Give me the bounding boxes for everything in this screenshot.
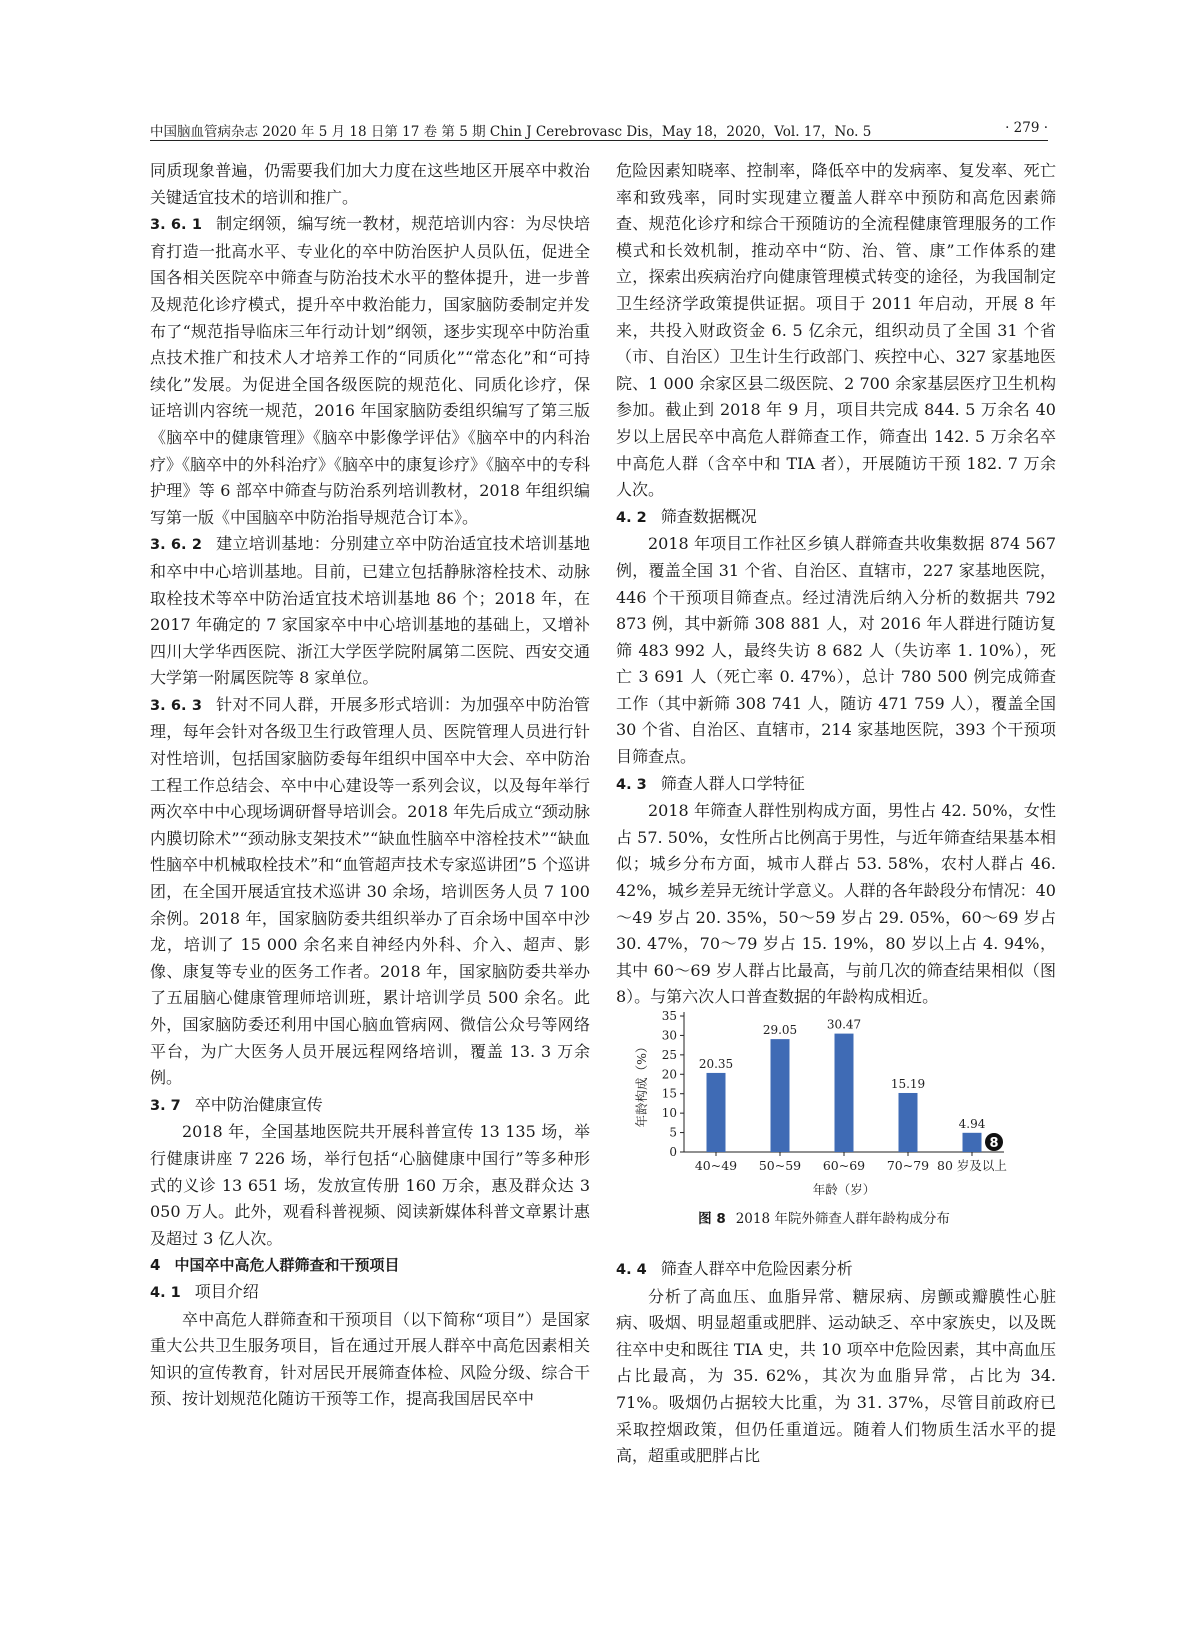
section-number: 3. 6. 1 <box>150 217 202 234</box>
y-axis-title: 年龄构成（%） <box>634 1040 649 1128</box>
data-label: 15.19 <box>890 1076 926 1091</box>
section-text: 针对不同人群，开展多形式培训：为加强卒中防治管理，每年会针对各级卫生行政管理人员、医院管理人员进行针对性培训，包括国家脑防委每年组织中国卒中大会、卒中防治工程工作总结会、卒中中心建设等一系列会议，以及每年举行两次卒中中心现场调研督导培训会。2018 年先后成立“颈动脉内膜切除术”“颈动脉支架技术”“缺血性脑卒中溶栓技术”“缺血性脑卒中机械取栓技术”和“血管超声技术专家巡讲团”5 个巡讲团，在全国开展适宜技术巡讲 30 余场，培训医务人员 7 100 余例。2018 年，国家脑防委共组织举办了百余场中国卒中沙龙，培训了 15 000 余名来自神经内外科、介入、超声、影像、康复等专业的医务工作者。2018 年，国家脑防委共举办了五届脑心健康管理师培训班，累计培训学员 500 余名。此外，国家脑防委还利用中国心脑血管病网、微信公众号等网络平台，为广大医务人员开展远程网络培训，覆盖 13. 3 万余例。 <box>150 694 590 1088</box>
data-label: 20.35 <box>698 1056 734 1071</box>
heading-4-3 <box>616 771 1056 799</box>
bar <box>835 1034 854 1152</box>
x-tick-label: 70~79 <box>886 1158 930 1173</box>
x-tick-label: 60~69 <box>822 1158 866 1173</box>
right-column-lower <box>616 1256 1056 1470</box>
heading-4 <box>150 1252 590 1279</box>
bar <box>899 1093 918 1152</box>
section-3-6-2 <box>150 531 590 692</box>
heading-number: 4. 1 <box>150 1284 181 1301</box>
section-3-6-1 <box>150 211 590 531</box>
heading-number: 4. 3 <box>616 776 647 793</box>
x-tick-label: 50~59 <box>758 1158 802 1173</box>
right-column <box>616 158 1056 1011</box>
heading-text: 筛查人群人口学特征 <box>660 773 805 793</box>
heading-4-4 <box>616 1256 1056 1284</box>
bar <box>771 1039 790 1152</box>
heading-4-2 <box>616 504 1056 532</box>
figure-caption <box>624 1207 1024 1227</box>
section-3-6-3 <box>150 692 590 1092</box>
section-number: 3. 6. 3 <box>150 697 202 714</box>
x-tick-label: 40~49 <box>694 1158 738 1173</box>
paragraph: 2018 年，全国基地医院共开展科普宣传 13 135 场，举行健康讲座 7 226 场，举行包括“心脑健康中国行”等多种形式的义诊 13 651 场，发放宣传册 160 万余，惠及群众达 3 050 万人。此外，观看科普视频、阅读新媒体科普文章累计惠及超过 3 亿人次。 <box>150 1122 590 1248</box>
heading-3-7 <box>150 1092 590 1120</box>
caption-text: 2018 年院外筛查人群年龄构成分布 <box>735 1211 950 1227</box>
data-label: 29.05 <box>762 1023 798 1038</box>
figure-8 <box>624 998 1008 1214</box>
y-tick-label: 25 <box>661 1047 677 1062</box>
data-label: 30.47 <box>826 1017 862 1032</box>
left-column <box>150 158 590 1413</box>
paragraph: 2018 年项目工作社区乡镇人群筛查共收集数据 874 567 例，覆盖全国 31 个省、自治区、直辖市，227 家基地医院，446 个干预项目筛查点。经过清洗后纳入分析的数据共 792 873 例，其中新筛 308 881 人，对 2016 年人群进行随访复筛 483 992 人，最终失访 8 682 人（失访率 1. 10%），死亡 3 691 人（死亡率 0. 47%），总计 780 500 例完成筛查工作（其中新筛 308 741 人，随访 471 759 人），覆盖全国 30 个省、自治区、直辖市，214 家基地医院，393 个干预项目筛查点。 <box>616 534 1056 767</box>
heading-text: 卒中防治健康宣传 <box>194 1094 323 1114</box>
heading-4-1 <box>150 1279 590 1307</box>
running-header <box>150 118 1048 140</box>
y-tick-label: 10 <box>661 1106 677 1121</box>
age-distribution-chart <box>624 998 1008 1208</box>
y-tick-label: 35 <box>661 1009 677 1023</box>
heading-number: 4 <box>150 1256 161 1275</box>
x-axis-title: 年龄（岁） <box>812 1182 876 1197</box>
bar <box>707 1073 726 1152</box>
heading-text: 项目介绍 <box>194 1281 259 1301</box>
page-number: · 279 · <box>1005 120 1048 136</box>
paragraph: 卒中高危人群筛查和干预项目（以下简称“项目”）是国家重大公共卫生服务项目，旨在通过开展人群卒中高危因素相关知识的宣传教育，针对居民开展筛查体检、风险分级、综合干预、按计划规范化随访干预等工作，提高我国居民卒中 <box>150 1309 590 1409</box>
x-tick-label: 80 岁及以上 <box>937 1158 1007 1173</box>
heading-number: 4. 2 <box>616 509 647 526</box>
heading-text: 筛查人群卒中危险因素分析 <box>660 1259 853 1278</box>
section-number: 3. 6. 2 <box>150 537 202 554</box>
journal-citation: 中国脑血管病杂志 2020 年 5 月 18 日第 17 卷 第 5 期 Chin J Cerebrovasc Dis，May 18，2020，Vol. 17，No. 5 <box>150 124 872 140</box>
section-text: 建立培训基地：分别建立卒中防治适宜技术培训基地和卒中中心培训基地。目前，已建立包括静脉溶栓技术、动脉取栓技术等卒中防治适宜技术培训基地 86 个；2018 年，在 2017 年确定的 7 家国家卒中中心培训基地的基础上，又增补四川大学华西医院、浙江大学医学院附属第二医院、西安交通大学第一附属医院等 8 家单位。 <box>150 534 590 688</box>
y-tick-label: 20 <box>661 1067 677 1082</box>
paragraph: 分析了高血压、血脂异常、糖尿病、房颤或瓣膜性心脏病、吸烟、明显超重或肥胖、运动缺乏、卒中家族史，以及既往卒中史和既往 TIA 史，共 10 项卒中危险因素，其中高血压占比最高，为 35. 62%，其次为血脂异常，占比为 34. 71%。吸烟仍占据较大比重，为 31. 37%，尽管目前政府已采取控烟政策，但仍任重道远。随着人们物质生活水平的提高，超重或肥胖占比 <box>616 1286 1056 1466</box>
header-rule <box>150 140 1048 141</box>
caption-label: 图 8 <box>698 1211 726 1227</box>
paragraph: 同质现象普遍，仍需要我们加大力度在这些地区开展卒中救治关键适宜技术的培训和推广。 <box>150 161 590 207</box>
y-tick-label: 15 <box>661 1086 677 1101</box>
heading-text: 筛查数据概况 <box>660 506 757 526</box>
y-tick-label: 30 <box>661 1028 677 1043</box>
heading-number: 4. 4 <box>616 1262 647 1278</box>
section-text: 制定纲领，编写统一教材，规范培训内容：为尽快培育打造一批高水平、专业化的卒中防治医护人员队伍，促进全国各相关医院卒中筛查与防治技术水平的整体提升，进一步普及规范化诊疗模式，提升卒中救治能力，国家脑防委制定并发布了“规范指导临床三年行动计划”纲领，逐步实现卒中防治重点技术推广和技术人才培养工作的“同质化”“常态化”和“可持续化”发展。为促进全国各级医院的规范化、同质化诊疗，保证培训内容统一规范，2016 年国家脑防委组织编写了第三版《脑卒中的健康管理》《脑卒中影像学评估》《脑卒中的内科治疗》《脑卒中的外科治疗》《脑卒中的康复诊疗》《脑卒中的专科护理》等 6 部卒中筛查与防治系列培训教材，2018 年组织编写第一版《中国脑卒中防治指导规范合订本》。 <box>150 214 591 527</box>
data-label: 4.94 <box>958 1116 986 1131</box>
paragraph: 危险因素知晓率、控制率，降低卒中的发病率、复发率、死亡率和致残率，同时实现建立覆盖人群卒中预防和高危因素筛查、规范化诊疗和综合干预随访的全流程健康管理服务的工作模式和长效机制，推动卒中“防、治、管、康”工作体系的建立，探索出疾病治疗向健康管理模式转变的途径，为我国制定卫生经济学政策提供证据。项目于 2011 年启动，开展 8 年来，共投入财政资金 6. 5 亿余元，组织动员了全国 31 个省（市、自治区）卫生计生行政部门、疾控中心、327 家基地医院、1 000 余家区县二级医院、2 700 余家基层医疗卫生机构参加。截止到 2018 年 9 月，项目共完成 844. 5 万余名 40 岁以上居民卒中高危人群筛查工作，筛查出 142. 5 万余名卒中高危人群（含卒中和 TIA 者），开展随访干预 182. 7 万余人次。 <box>616 161 1056 500</box>
bar <box>963 1133 982 1152</box>
paragraph: 2018 年筛查人群性别构成方面，男性占 42. 50%，女性占 57. 50%，女性所占比例高于男性，与近年筛查结果基本相似；城乡分布方面，城市人群占 53. 58%，农村人群占 46. 42%，城乡差异无统计学意义。人群的各年龄段分布情况：40～49 岁占 20. 35%，50～59 岁占 29. 05%，60～69 岁占 30. 47%，70～79 岁占 15. 19%，80 岁以上占 4. 94%，其中 60～69 岁人群占比最高，与前几次的筛查结果相似（图 8）。与第六次人口普查数据的年龄构成相近。 <box>616 801 1056 1007</box>
heading-number: 3. 7 <box>150 1097 181 1114</box>
heading-text: 中国卒中高危人群筛查和干预项目 <box>174 1256 400 1275</box>
y-tick-label: 5 <box>669 1125 677 1140</box>
figure-badge-number: 8 <box>989 1136 999 1151</box>
y-tick-label: 0 <box>669 1145 677 1159</box>
